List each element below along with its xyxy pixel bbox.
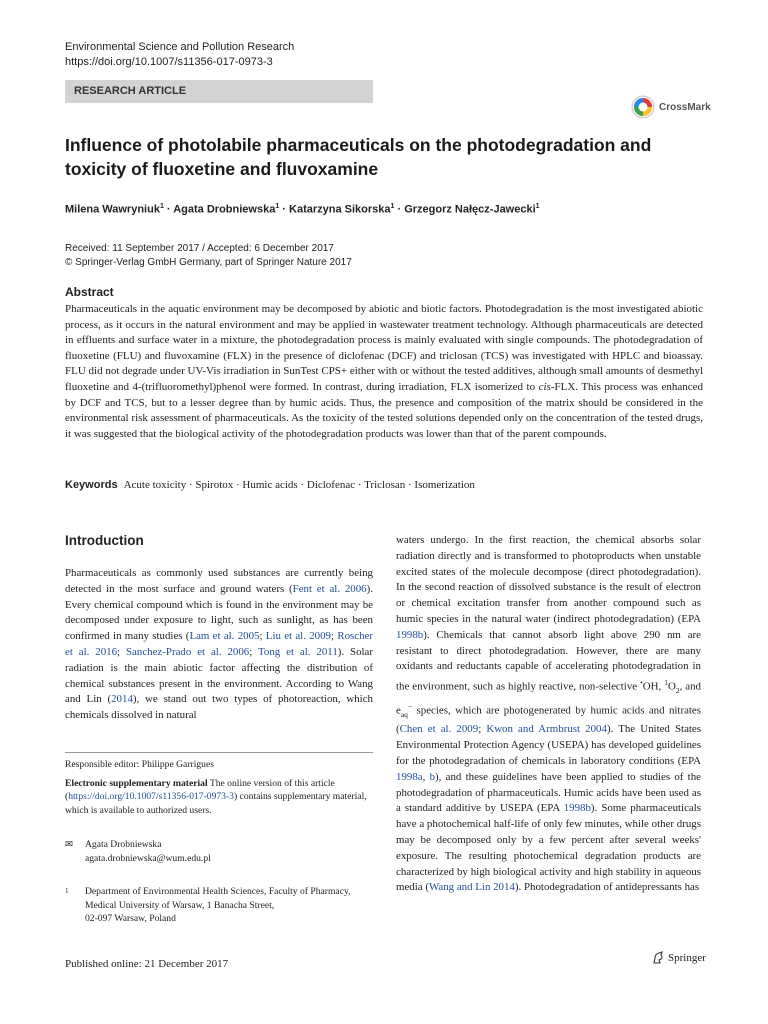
- published-date: Published online: 21 December 2017: [65, 958, 229, 970]
- crossmark-label: CrossMark: [659, 101, 711, 113]
- body-text: ), and these guidelines have been applied to studies of the photodegradation of pharmaceuticals. Humic acids have been used as a standard additive by USEPA (EPA: [396, 770, 701, 815]
- springer-horse-icon: [651, 951, 665, 965]
- abstract-italic: cis: [538, 380, 551, 393]
- citation-link[interactable]: Kwon and Armbrust 2004: [486, 723, 607, 736]
- body-text: waters undergo. In the first reaction, the chemical absorbs solar radiation directly and is transformed to photoproducts when unstable excited states of the molecule decompose (direct photodegradation). In the second reaction of dissolved substance is the result of electron or chemical excitation transfer from another compound such as humic species in the natural water (indirect photodegradation) (EPA: [396, 534, 701, 625]
- body-text: •: [640, 678, 643, 688]
- body-text: −: [407, 701, 413, 711]
- envelope-icon: ✉: [65, 839, 74, 850]
- body-text: , and e: [396, 680, 701, 717]
- body-text: OH,: [642, 680, 665, 693]
- author-list: Milena Wawryniuk$^1$ · Agata Drobniewska$^1$ · Katarzyna Sikorska$^1$ · Grzegorz Nałęcz-Jawecki$^1$: [65, 203, 540, 216]
- body-text: ;: [117, 645, 126, 658]
- body-text: ;: [331, 630, 338, 643]
- citation-link[interactable]: 2014: [111, 693, 133, 706]
- citation-link[interactable]: 1998b: [396, 628, 424, 641]
- corresponding-name: Agata Drobniewska: [85, 839, 162, 850]
- body-text: ;: [478, 723, 487, 736]
- citation-link[interactable]: Tong et al. 2011: [258, 645, 338, 658]
- body-text: aq: [400, 709, 408, 719]
- springer-logo: [651, 951, 706, 965]
- body-text: ), we stand out two types of photoreaction, which chemicals dissolved in natural: [65, 693, 373, 722]
- crossmark-badge[interactable]: [631, 94, 711, 120]
- abstract-heading: Abstract: [65, 285, 114, 299]
- body-text: ). Every chemical compound which is found in the environment may be decomposed under exposure to light, such as sunlight, as has been confirmed in many studies (: [65, 582, 373, 643]
- doi-link[interactable]: https://doi.org/10.1007/s11356-017-0973-3: [65, 56, 273, 68]
- abstract-part: -FLX. This process was enhanced by DCF and TCS, but to a lesser degree than by humic acids. Thus, the presence and composition of the matrix should be considered in the environmental risk assessment of pharmaceuticals. As the toxicity of the tested solutions depended only on the concentration of the tested drugs, it was suggested that the biological activity of the photodegradation products was lower than that of the parent compounds.: [65, 380, 703, 440]
- body-text: O: [667, 680, 676, 693]
- author-affil-sup: 1: [390, 203, 395, 210]
- journal-name: Environmental Science and Pollution Research: [65, 41, 295, 53]
- body-text: ;: [249, 645, 258, 658]
- esm-text: ) contains supplementary material, which is available to authorized users.: [65, 791, 367, 816]
- citation-link[interactable]: Lam et al. 2005: [189, 630, 260, 643]
- abstract-part: Pharmaceuticals in the aquatic environment may be decomposed by abiotic and biotic factors. Photodegradation is the most investigated abiotic process, as it occurs in the natural environment and may be applied in wastewater treatment technology. Although pharmaceuticals are detected in effluents and surface water in a mixture, the photodegradation process is mainly evaluated with single compounds. The photodegradation of fluoxetine (FLU) and fluvoxamine (FLX) in the presence of diclofenac (DCF) and triclosan (TCS) was investigated with HPLC and bioassay. FLU did not degrade under UV-Vis irradiation in SunTest CPS+ either with or without the tested additives, although small amounts of desmethyl fluoxetine and 4-(trifluoromethyl)phenol were formed. In contrast, during irradiation, FLX isomerized to: [65, 303, 704, 393]
- keywords-heading: Keywords: [65, 479, 118, 491]
- affiliation-line: Medical University of Warsaw, 1 Banacha Street,: [85, 899, 275, 911]
- esm-label: Electronic supplementary material: [65, 777, 208, 789]
- body-text: species, which are photogenerated by humic acids and nitrates (: [396, 704, 701, 736]
- citation-link[interactable]: Fent et al. 2006: [292, 582, 367, 595]
- citation-link[interactable]: Wang and Lin 2014: [428, 881, 515, 894]
- keywords-list: Acute toxicity · Spirotox · Humic acids · Diclofenac · Triclosan · Isomerization: [123, 479, 475, 491]
- body-text: Pharmaceuticals as commonly used substances are currently being detected in the most surface and ground waters (: [65, 567, 373, 595]
- footnote-divider: [65, 752, 373, 753]
- body-text: ). The United States Environmental Protection Agency (USEPA) has developed guidelines for the photodegradation of chemicals in laboratory conditions (EPA: [396, 723, 702, 767]
- citation-link[interactable]: b: [429, 770, 436, 783]
- affiliation: [65, 885, 351, 926]
- body-text: ). Chemicals that cannot absorb light above 290 nm are resistant to direct photodegradation. However, there are many oxidants and reductants capable of accelerating photodegradation in the environment, such as highly reactive, non-selective: [396, 628, 701, 693]
- intro-left-column: [65, 566, 373, 724]
- body-text: 2: [675, 685, 680, 695]
- affiliation-line: Department of Environmental Health Sciences, Faculty of Pharmacy,: [85, 886, 351, 897]
- keywords: [65, 479, 705, 491]
- corresponding-author: [65, 838, 211, 865]
- esm-link[interactable]: https://doi.org/10.1007/s11356-017-0973-3: [68, 791, 234, 802]
- author-name[interactable]: Grzegorz Nałęcz-Jawecki: [404, 203, 536, 216]
- citation-link[interactable]: 1998b: [563, 802, 591, 815]
- article-dates: [65, 242, 352, 270]
- citation-link[interactable]: Liu et al. 2009: [265, 630, 331, 643]
- author-affil-sup: 1: [275, 203, 280, 210]
- copyright-line: [65, 256, 352, 270]
- author-name[interactable]: Katarzyna Sikorska: [289, 203, 391, 216]
- citation-link[interactable]: Chen et al. 2009: [399, 723, 479, 736]
- citation-link[interactable]: Sanchez-Prado et al. 2006: [125, 645, 250, 658]
- corresponding-email[interactable]: agata.drobniewska@wum.edu.pl: [85, 852, 211, 864]
- responsible-editor: Responsible editor: Philippe Garrigues: [65, 759, 214, 770]
- author-name[interactable]: Milena Wawryniuk: [65, 203, 160, 216]
- body-text: ). Photodegradation of antidepressants has: [514, 881, 700, 894]
- author-affil-sup: 1: [535, 203, 540, 210]
- footnotes: [65, 758, 375, 817]
- intro-right-column: [396, 533, 701, 896]
- introduction-heading: Introduction: [65, 533, 144, 548]
- article-title: Influence of photolabile pharmaceuticals on the photodegradation and toxicity of fluoxetine and fluvoxamine: [65, 135, 652, 179]
- body-text: 1: [664, 678, 668, 688]
- citation-link[interactable]: 1998a: [396, 770, 423, 783]
- copyright-text: Springer-Verlag GmbH Germany, part of Springer Nature 2017: [75, 257, 352, 268]
- citation-link[interactable]: Roscher et al. 2016: [65, 630, 373, 658]
- author-affil-sup: 1: [159, 203, 164, 210]
- copyright-icon: ©: [65, 257, 76, 268]
- body-text: ). Solar radiation is the main abiotic factor affecting the distribution of chemical substances present in the environment. According to Wang and Lin (: [65, 645, 374, 706]
- article-type-banner: RESEARCH ARTICLE: [65, 80, 373, 103]
- affiliation-number: 1: [65, 887, 69, 895]
- received-accepted: Received: 11 September 2017 / Accepted: 6 December 2017: [65, 243, 334, 254]
- crossmark-icon: [631, 95, 655, 119]
- publisher-name: Springer: [668, 952, 706, 964]
- body-text: ). Some pharmaceuticals have a photochemical half-life of only few minutes, while other drugs may be decomposed only by a few percent after several weeks' exposure. The resulting photochemical degradation products are characterized by high biological activity and high stability in aqueous media (: [396, 802, 701, 894]
- esm-note: [65, 777, 375, 818]
- body-text: ;: [259, 630, 266, 643]
- journal-header: [65, 40, 294, 70]
- affiliation-line: 02-097 Warsaw, Poland: [85, 913, 176, 924]
- author-name[interactable]: Agata Drobniewska: [173, 203, 276, 216]
- esm-text: The online version of this article (: [65, 777, 335, 802]
- body-text: ,: [422, 770, 430, 783]
- abstract-text: [65, 302, 703, 442]
